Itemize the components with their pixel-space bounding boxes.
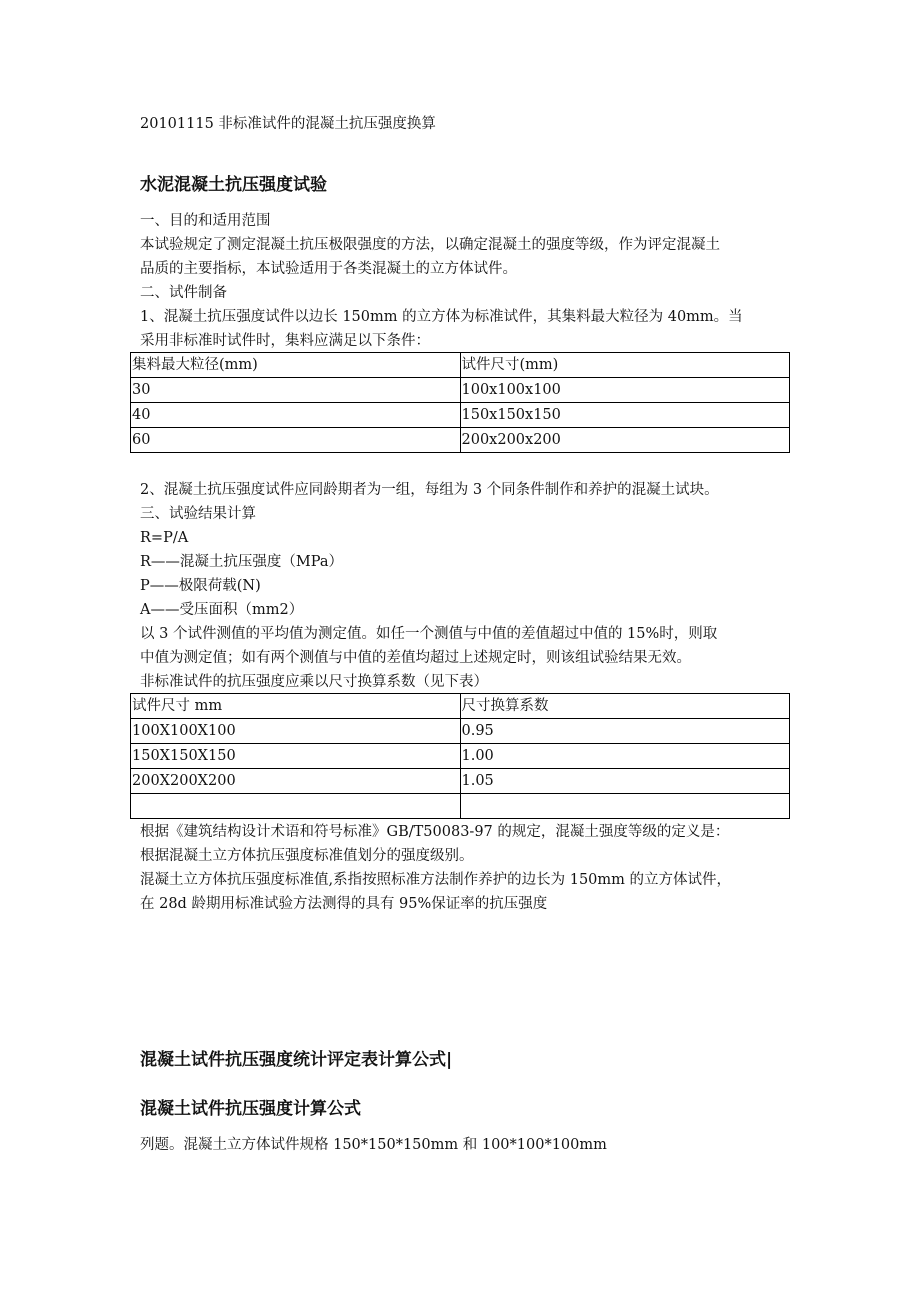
table-cell: 0.95 [460, 719, 790, 744]
definition-p: P——极限荷载(N) [140, 578, 261, 594]
preparation-paragraph-line: 1、混凝土抗压强度试件以边长 150mm 的立方体为标准试件，其集料最大粒径为 40mm。当 [140, 309, 743, 325]
table-cell: 30 [131, 378, 461, 403]
standard-paragraph-line: 根据《建筑结构设计术语和符号标准》GB/T50083-97 的规定，混凝土强度等级的定义是： [140, 824, 730, 840]
table-row [131, 428, 790, 453]
table-row [131, 769, 790, 794]
table-header-cell: 尺寸换算系数 [460, 694, 790, 719]
factor-intro: 非标准试件的抗压强度应乘以尺寸换算系数（见下表） [140, 674, 488, 690]
conversion-factor-table [130, 693, 790, 819]
table-row [131, 744, 790, 769]
table-row-empty [131, 794, 790, 819]
table-header-cell: 集料最大粒径(mm) [131, 353, 461, 378]
table-cell: 150X150X150 [131, 744, 461, 769]
standard-paragraph-line: 在 28d 龄期用标准试验方法测得的具有 95%保证率的抗压强度 [140, 896, 548, 912]
table-header-row [131, 694, 790, 719]
table-cell: 150x150x150 [460, 403, 790, 428]
table-cell: 200x200x200 [460, 428, 790, 453]
rule-paragraph-line: 中值为测定值；如有两个测值与中值的差值均超过上述规定时，则该组试验结果无效。 [140, 650, 691, 666]
purpose-heading: 一、目的和适用范围 [140, 213, 271, 229]
preparation-paragraph-line: 采用非标准时试件时，集料应满足以下条件： [140, 333, 430, 349]
table-cell [460, 794, 790, 819]
section-heading-compressive-test: 水泥混凝土抗压强度试验 [140, 175, 327, 195]
definition-a: A——受压面积（mm2） [140, 602, 304, 618]
table-cell: 100x100x100 [460, 378, 790, 403]
section-heading-calculation-formula: 混凝土试件抗压强度计算公式 [140, 1099, 361, 1119]
section-heading-statistical-evaluation: 混凝土试件抗压强度统计评定表计算公式| [140, 1050, 453, 1070]
table-cell: 200X200X200 [131, 769, 461, 794]
table-row [131, 403, 790, 428]
table-cell: 100X100X100 [131, 719, 461, 744]
purpose-paragraph-line: 本试验规定了测定混凝土抗压极限强度的方法，以确定混凝土的强度等级，作为评定混凝土 [140, 237, 720, 253]
table-cell: 1.05 [460, 769, 790, 794]
preparation-item-2: 2、混凝土抗压强度试件应同龄期者为一组，每组为 3 个同条件制作和养护的混凝土试块。 [140, 482, 719, 498]
table-row [131, 378, 790, 403]
table-cell: 1.00 [460, 744, 790, 769]
preparation-heading: 二、试件制备 [140, 285, 227, 301]
table-cell [131, 794, 461, 819]
table-header-row [131, 353, 790, 378]
aggregate-size-table [130, 352, 790, 453]
example-line: 列题。混凝土立方体试件规格 150*150*150mm 和 100*100*100mm [140, 1137, 607, 1153]
definition-r: R——混凝土抗压强度（MPa） [140, 554, 344, 570]
table-header-cell: 试件尺寸 mm [131, 694, 461, 719]
table-cell: 60 [131, 428, 461, 453]
table-header-cell: 试件尺寸(mm) [460, 353, 790, 378]
formula: R=P/A [140, 530, 189, 546]
purpose-paragraph-line: 品质的主要指标，本试验适用于各类混凝土的立方体试件。 [140, 261, 517, 277]
rule-paragraph-line: 以 3 个试件测值的平均值为测定值。如任一个测值与中值的差值超过中值的 15%时，则取 [140, 626, 718, 642]
calculation-heading: 三、试验结果计算 [140, 506, 256, 522]
standard-paragraph-line: 根据混凝土立方体抗压强度标准值划分的强度级别。 [140, 848, 474, 864]
table-cell: 40 [131, 403, 461, 428]
standard-paragraph-line: 混凝土立方体抗压强度标准值,系指按照标准方法制作养护的边长为 150mm 的立方体试件， [140, 872, 731, 888]
doc-title: 20101115 非标准试件的混凝土抗压强度换算 [140, 116, 436, 132]
table-row [131, 719, 790, 744]
